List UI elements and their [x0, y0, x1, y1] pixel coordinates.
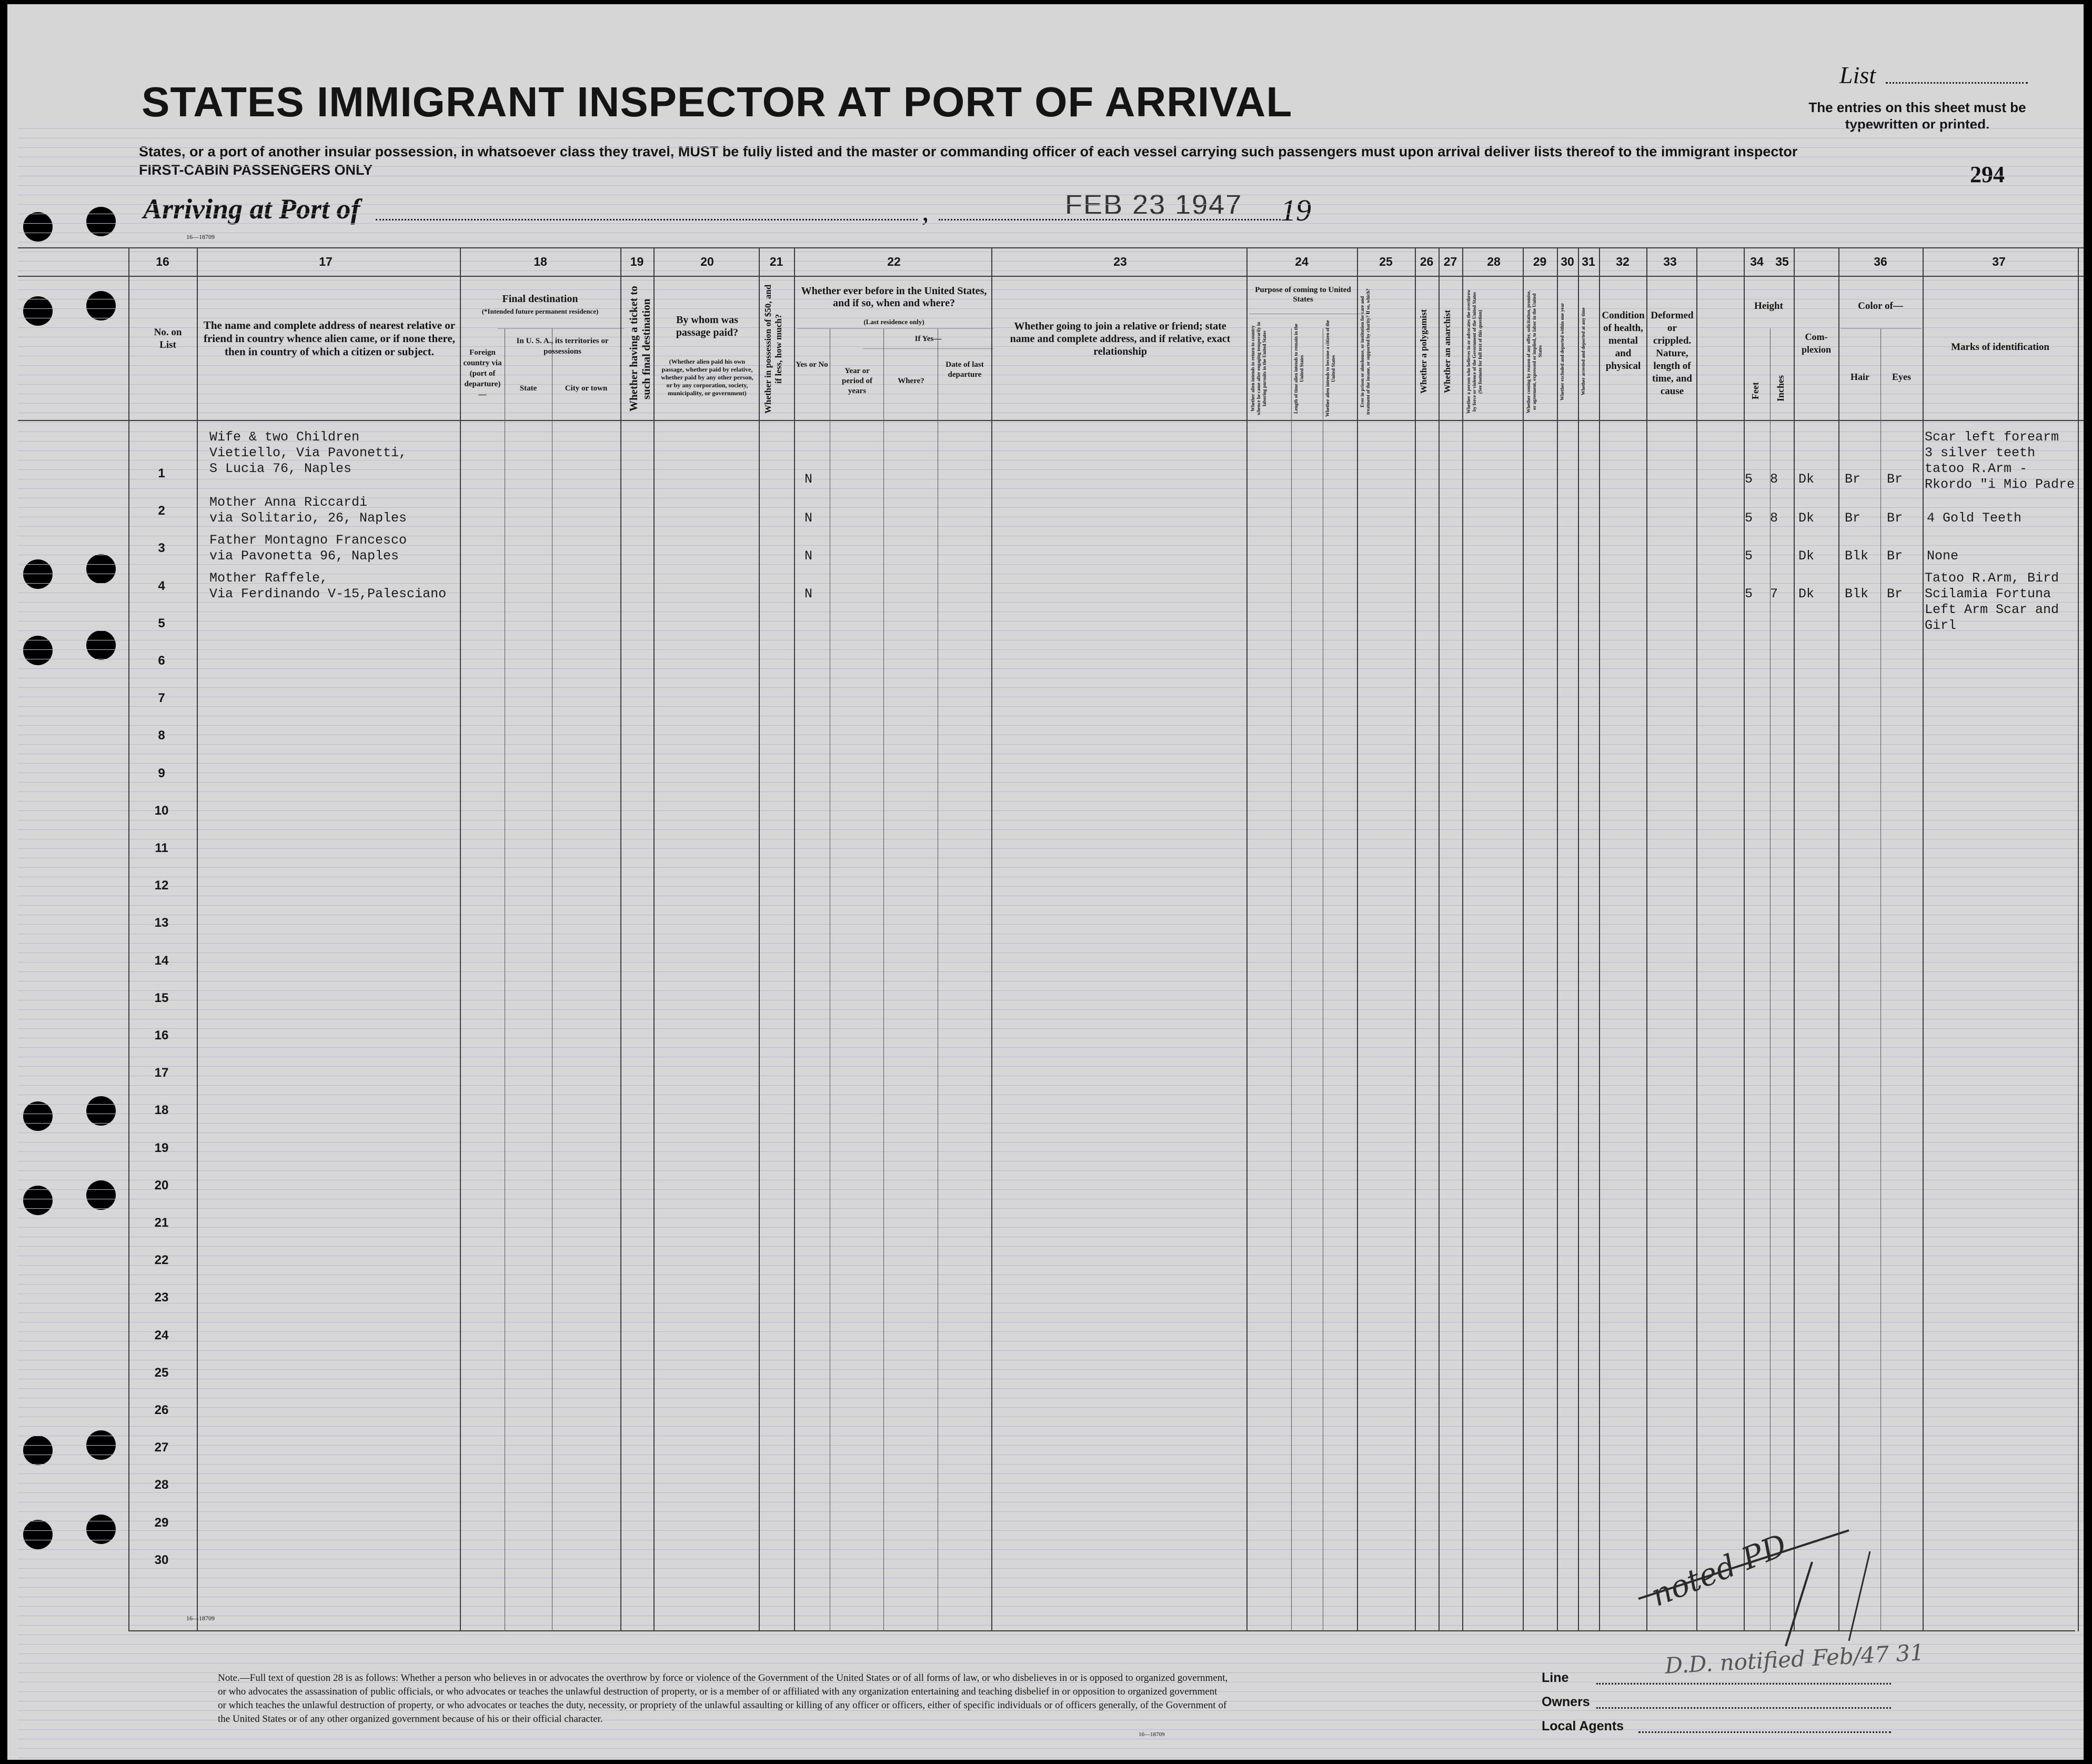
header-date-last-departure: Date of last departure [946, 360, 984, 379]
ruled-line [18, 630, 2084, 631]
row-number: 24 [154, 1328, 169, 1342]
row-number: 8 [158, 728, 165, 743]
row-number: 25 [154, 1365, 169, 1380]
ruled-line [18, 1284, 2084, 1285]
column-number: 31 [1582, 255, 1595, 268]
column-divider [1523, 247, 1524, 1631]
page-subtitle: States, or a port of another insular possession, in whatsoever class they travel, MUST be fully listed and the master or commanding officer of each vessel carrying such passengers must upon arrival deliver lists thereof to the immigrant inspector [139, 144, 1798, 159]
form-number-bottom: 16—18709 [186, 1615, 215, 1622]
ruled-line [18, 1426, 2084, 1427]
ruled-line [18, 289, 2084, 290]
ruled-line [18, 1151, 2084, 1152]
ruled-line [18, 1369, 2084, 1370]
row-number: 13 [154, 916, 169, 930]
arriving-label: Arriving at Port of [143, 193, 360, 225]
ruled-line [18, 1246, 2084, 1247]
header-final-destination: Final destination [502, 293, 578, 305]
header-where: Where? [898, 377, 924, 385]
row-number: 12 [154, 878, 169, 893]
column-divider [1557, 247, 1558, 1631]
row-number: 11 [155, 841, 168, 855]
row-number: 16 [154, 1028, 169, 1043]
column-divider [2078, 247, 2079, 1631]
handwritten-signature: noted PD [1646, 1527, 1792, 1613]
punch-hole [23, 212, 53, 242]
row-number: 22 [154, 1253, 169, 1268]
header-complexion: Com- plexion [1801, 332, 1831, 355]
entry-4-eyes: Br [1887, 586, 1903, 602]
header-eyes: Eyes [1892, 372, 1911, 382]
punch-hole [86, 207, 116, 236]
row-number: 14 [154, 953, 169, 968]
column-divider [1462, 247, 1463, 1631]
ruled-line [18, 621, 2084, 622]
ruled-line [18, 668, 2084, 669]
ruled-line [18, 990, 2084, 991]
column-number: 35 [1775, 255, 1789, 268]
ruled-line [18, 1085, 2084, 1086]
table-top-rule [18, 247, 2084, 248]
row-number: 7 [158, 691, 165, 706]
page-title: STATES IMMIGRANT INSPECTOR AT PORT OF ARRIVAL [142, 78, 1293, 125]
ruled-line [18, 1104, 2084, 1105]
row-number: 17 [154, 1066, 169, 1080]
column-divider [1646, 247, 1647, 1631]
subheader-rule [797, 328, 993, 329]
ruled-line [18, 1009, 2084, 1010]
ruled-line [18, 1464, 2084, 1465]
typewritten-note: The entries on this sheet must be typewritten or printed. [1808, 99, 2026, 132]
row-number: 2 [158, 504, 165, 518]
ruled-line [18, 744, 2084, 745]
ruled-line [18, 526, 2084, 527]
port-line [376, 219, 918, 220]
form-number: 16—18709 [186, 233, 215, 240]
ruled-line [18, 1132, 2084, 1133]
ruled-line [18, 763, 2084, 764]
line-field [1596, 1683, 1891, 1685]
punch-hole [86, 554, 116, 584]
ruled-line [18, 1729, 2084, 1730]
signature-strokes [1628, 1520, 1891, 1657]
entry-2-complexion: Dk [1798, 510, 1815, 526]
header-purpose-return: Whether alien intends to return to country whence he came after engaging temporarily in laboring pursuits in the United States [1250, 322, 1267, 416]
column-divider [1923, 247, 1924, 1631]
entry-3-eyes: Br [1887, 548, 1903, 564]
column-divider [620, 247, 621, 1631]
ruled-line [18, 1227, 2084, 1228]
ruled-line [18, 270, 2084, 271]
header-possession-50: Whether in possession of $50, and if less, how much? [763, 284, 783, 414]
ruled-line [18, 1047, 2084, 1048]
header-q30: Whether excluded and deported within one year [1560, 303, 1565, 400]
row-number: 27 [154, 1440, 169, 1455]
class-line: FIRST-CABIN PASSENGERS ONLY [139, 162, 373, 178]
entry-1-feet: 5 [1745, 472, 1753, 487]
column-number: 20 [700, 255, 714, 268]
header-prison: Ever in prison or almshouse, or institution for care and treatment of the insane, or supported by charity? If so, which? [1360, 288, 1371, 415]
list-number-line [1886, 82, 2028, 84]
local-agents-label: Local Agents [1542, 1719, 1624, 1733]
column-divider [1696, 247, 1697, 1631]
ruled-line [18, 204, 2084, 205]
entry-4-relative: Mother Raffele, Via Ferdinando V-15,Palesciano [209, 570, 447, 602]
punch-hole [23, 1186, 53, 1215]
entry-1-eyes: Br [1887, 472, 1903, 487]
header-ever-before: Whether ever before in the United States, and if so, when and where? [801, 285, 987, 309]
ruled-line [18, 649, 2084, 650]
ruled-line [18, 867, 2084, 868]
column-divider [1599, 247, 1600, 1631]
ruled-line [18, 810, 2084, 811]
header-city-or-town: City or town [565, 384, 608, 393]
column-divider [1415, 247, 1416, 1631]
ruled-line [18, 924, 2084, 925]
header-join-relative: Whether going to join a relative or friend; state name and complete address, and if relative, exact relationship [1010, 320, 1231, 357]
date-stamp: FEB 23 1947 [1065, 189, 1243, 220]
handwritten-initials: D.D. notified Feb/47 31 [1664, 1639, 1925, 1679]
column-divider [197, 247, 198, 1631]
ruled-line [18, 962, 2084, 963]
header-anarchist: Whether an anarchist [1442, 309, 1452, 394]
ruled-line [18, 147, 2084, 148]
header-in-usa: In U. S. A., its territories or possessions [516, 337, 609, 356]
column-number: 19 [630, 255, 644, 268]
ruled-line [18, 1208, 2084, 1209]
punch-hole [23, 1101, 53, 1131]
ruled-line [18, 829, 2084, 830]
page-number: 294 [1970, 162, 2005, 187]
entry-1-been-before: N [804, 472, 813, 487]
owners-field [1596, 1707, 1891, 1709]
header-polygamist: Whether a polygamist [1419, 309, 1429, 394]
header-q31: Whether arrested and deported at any time [1581, 307, 1586, 396]
column-divider [1794, 247, 1795, 1631]
row-number: 3 [158, 541, 165, 556]
ruled-line [18, 782, 2084, 783]
entry-1-hair: Br [1845, 472, 1861, 487]
entry-4-hair: Blk [1845, 586, 1869, 602]
entry-4-been-before: N [804, 586, 813, 602]
footnote: Note.—Full text of question 28 is as follows: Whether a person who believes in or advocates the overthrow by force or violence of the Government of the United States or of all forms of law, or who disbelieves in or is opposed to organized government, or who advocates the assassination of public officials, or who advocates or teaches the unlawful destruction of property, or is a member of or affiliated with any organization entertaining and teaching disbelief in or opposition to organized government or which teaches the unlawful destruction of property, or who advocates or teaches the duty, necessity, or propriety of the unlawful assaulting or killing of any officer or officers, either of specific individuals or of officers generally, of the Government of the United States or of any other organized government because of his or their official character. [218, 1672, 1228, 1725]
row-number: 10 [154, 803, 169, 818]
ruled-line [18, 242, 2084, 243]
column-number: 26 [1420, 255, 1434, 268]
column-divider [794, 247, 795, 1631]
header-condition: Condition of health, mental and physical [1602, 310, 1645, 372]
header-foreign-country: Foreign country via (port of departure)— [463, 348, 502, 399]
ruled-line [18, 223, 2084, 224]
header-if-yes: If Yes— [914, 335, 942, 343]
column-number: 33 [1663, 255, 1677, 268]
ruled-line [18, 1331, 2084, 1332]
row-number: 21 [154, 1216, 169, 1230]
entry-4-inches: 7 [1770, 586, 1778, 602]
column-divider [1439, 247, 1440, 1631]
entry-3-relative: Father Montagno Francesco via Pavonetta 96, Naples [209, 533, 407, 564]
subheader-rule [498, 328, 624, 329]
column-divider [128, 247, 129, 1631]
entry-2-eyes: Br [1887, 510, 1903, 526]
header-purpose: Purpose of coming to United States [1255, 286, 1351, 304]
ruled-line [18, 1028, 2084, 1029]
entry-2-relative: Mother Anna Riccardi via Solitario, 26, Naples [209, 495, 407, 526]
ruled-line [18, 1388, 2084, 1389]
entry-3-hair: Blk [1845, 548, 1869, 564]
header-last-residence: (Last residence only) [863, 318, 924, 326]
ruled-line [18, 1170, 2084, 1171]
ruled-line [18, 1189, 2084, 1190]
row-number: 4 [158, 578, 165, 593]
column-number: 16 [156, 255, 169, 268]
header-passage-paid: By whom was passage paid? [676, 314, 739, 338]
header-final-destination-note: (*Intended future permanent residence) [481, 307, 599, 315]
year-prefix: 19 [1281, 193, 1311, 227]
entry-2-been-before: N [804, 510, 813, 526]
entry-2-hair: Br [1845, 510, 1861, 526]
manifest-sheet [7, 4, 2084, 1760]
column-number: 30 [1561, 255, 1574, 268]
header-yes-or-no: Yes or No [796, 360, 828, 369]
entry-3-complexion: Dk [1798, 548, 1815, 564]
header-purpose-length: Length of time alien intends to remain in the United States [1293, 324, 1304, 414]
owners-label: Owners [1542, 1695, 1590, 1709]
ruled-line [18, 791, 2084, 792]
row-number: 30 [154, 1552, 169, 1567]
ruled-line [18, 1303, 2084, 1304]
header-nearest-relative: The name and complete address of nearest relative or friend in country whence alien came, or if none there, then in country of which a citizen or subject. [203, 319, 456, 358]
ruled-line [18, 1483, 2084, 1484]
ruled-line [18, 1312, 2084, 1313]
header-q29: Whether coming by reason of any offer, solicitation, promise, or agreement, expressed or implied, to labor in the United States [1526, 290, 1543, 413]
entry-3-feet: 5 [1745, 548, 1753, 564]
column-divider [1838, 247, 1839, 1631]
header-feet: Feet [1750, 382, 1761, 400]
column-number: 24 [1295, 255, 1309, 268]
column-divider [1578, 247, 1579, 1631]
row-number: 1 [158, 466, 165, 480]
ruled-line [18, 848, 2084, 849]
line-label: Line [1542, 1670, 1569, 1685]
ruled-line [18, 128, 2084, 129]
header-state: State [519, 384, 537, 393]
column-number: 21 [769, 255, 783, 268]
header-color-of: Color of— [1858, 300, 1903, 312]
header-no-on-list: No. on List [154, 327, 182, 350]
column-number: 28 [1487, 255, 1501, 268]
row-number: 29 [154, 1515, 169, 1530]
punch-hole [86, 291, 116, 320]
header-marks: Marks of identification [1951, 342, 2049, 353]
punch-hole [86, 1180, 116, 1210]
subheader-rule [1840, 328, 1922, 329]
column-divider [1880, 328, 1881, 1631]
ruled-line [18, 706, 2084, 707]
column-number: 25 [1379, 255, 1393, 268]
punch-hole [86, 1096, 116, 1126]
ruled-line [18, 1492, 2084, 1493]
row-number: 6 [158, 654, 165, 668]
column-number: 23 [1113, 255, 1127, 268]
ruled-line [18, 725, 2084, 726]
column-divider [883, 328, 884, 1631]
ruled-line [18, 166, 2084, 167]
entry-2-marks: 4 Gold Teeth [1927, 510, 2022, 526]
ruled-line [18, 971, 2084, 972]
ruled-line [18, 1511, 2084, 1512]
row-number: 15 [154, 990, 169, 1005]
row-number: 23 [154, 1290, 169, 1305]
column-number: 36 [1874, 255, 1887, 268]
row-number: 5 [158, 616, 165, 630]
row-number: 9 [158, 766, 165, 780]
local-agents-field [1638, 1731, 1891, 1733]
ruled-line [18, 1445, 2084, 1446]
header-bottom-rule [18, 420, 2084, 421]
row-number: 20 [154, 1178, 169, 1192]
header-height: Height [1754, 300, 1783, 312]
header-hair: Hair [1850, 372, 1869, 382]
column-number-rule [18, 276, 2084, 277]
ruled-line [18, 687, 2084, 688]
column-divider [759, 247, 760, 1631]
ruled-line [18, 886, 2084, 887]
ruled-line [18, 488, 2084, 489]
punch-hole [23, 1520, 53, 1549]
row-number: 28 [154, 1478, 169, 1492]
ruled-line [18, 602, 2084, 603]
column-divider [1291, 328, 1292, 1631]
column-divider [460, 247, 461, 1631]
row-number: 26 [154, 1403, 169, 1417]
list-label: List [1839, 62, 1876, 88]
header-passage-paid-note: (Whether alien paid his own passage, whether paid by relative, whether paid by any other person, or by any corporation, society, municipality, or government) [661, 358, 753, 397]
ruled-line [18, 1407, 2084, 1408]
ruled-line [18, 185, 2084, 186]
column-number: 29 [1533, 255, 1547, 268]
ruled-line [18, 422, 2084, 423]
column-number: 34 [1750, 255, 1764, 268]
entry-4-complexion: Dk [1798, 586, 1815, 602]
ruled-line [18, 1066, 2084, 1067]
ruled-line [18, 943, 2084, 944]
ruled-line [18, 905, 2084, 906]
ruled-line [18, 1123, 2084, 1124]
column-divider [653, 247, 655, 1631]
ruled-line [18, 365, 2084, 366]
column-number: 32 [1616, 255, 1630, 268]
punch-hole [23, 1436, 53, 1465]
column-divider [1744, 247, 1745, 1631]
entry-1-marks: Scar left forearm 3 silver teeth tatoo R.Arm - Rkordo "i Mio Padre [1925, 429, 2075, 492]
column-divider [1357, 247, 1358, 1631]
column-number: 22 [887, 255, 901, 268]
entry-3-been-before: N [804, 548, 813, 564]
entry-2-feet: 5 [1745, 510, 1753, 526]
column-number: 37 [1992, 255, 2006, 268]
ruled-line [18, 1350, 2084, 1351]
ruled-line [18, 564, 2084, 565]
footnote-form-number: 16—18709 [1139, 1731, 1165, 1738]
entry-2-inches: 8 [1770, 510, 1778, 526]
header-deformed: Deformed or crippled. Nature, length of time, and cause [1651, 310, 1694, 397]
row-number: 19 [154, 1140, 169, 1155]
punch-hole [23, 296, 53, 326]
column-number: 27 [1443, 255, 1457, 268]
header-year-or-period: Year or period of years [842, 367, 872, 395]
entry-1-relative: Wife & two Children Vietiello, Via Pavonetti, S Lucia 76, Naples [209, 429, 407, 476]
ruled-line [18, 1748, 2084, 1749]
column-number: 18 [534, 255, 547, 268]
header-q28: Whether a person who believes in or advocates the overthrow by force or violence of the Government of the United States (See footnote for full text of this question) [1466, 289, 1483, 414]
subheader-rule [863, 348, 993, 349]
header-purpose-citizen: Whether alien intends to become a citizen of the United States [1325, 320, 1336, 417]
entry-4-feet: 5 [1745, 586, 1753, 602]
ruled-line [18, 1265, 2084, 1266]
entry-4-marks: Tatoo R.Arm, Bird Scilamia Fortuna Left Arm Scar and Girl [1925, 570, 2059, 633]
entry-3-marks: None [1927, 548, 1959, 564]
column-number: 17 [319, 255, 333, 268]
entry-1-inches: 8 [1770, 472, 1778, 487]
row-number: 18 [154, 1103, 169, 1118]
header-inches: Inches [1775, 375, 1786, 402]
column-divider [1246, 247, 1248, 1631]
comma: , [922, 195, 929, 227]
entry-1-complexion: Dk [1798, 472, 1815, 487]
header-ticket: Whether having a ticket to such final destination [627, 286, 652, 412]
column-divider [991, 247, 992, 1631]
punch-hole [86, 630, 116, 660]
